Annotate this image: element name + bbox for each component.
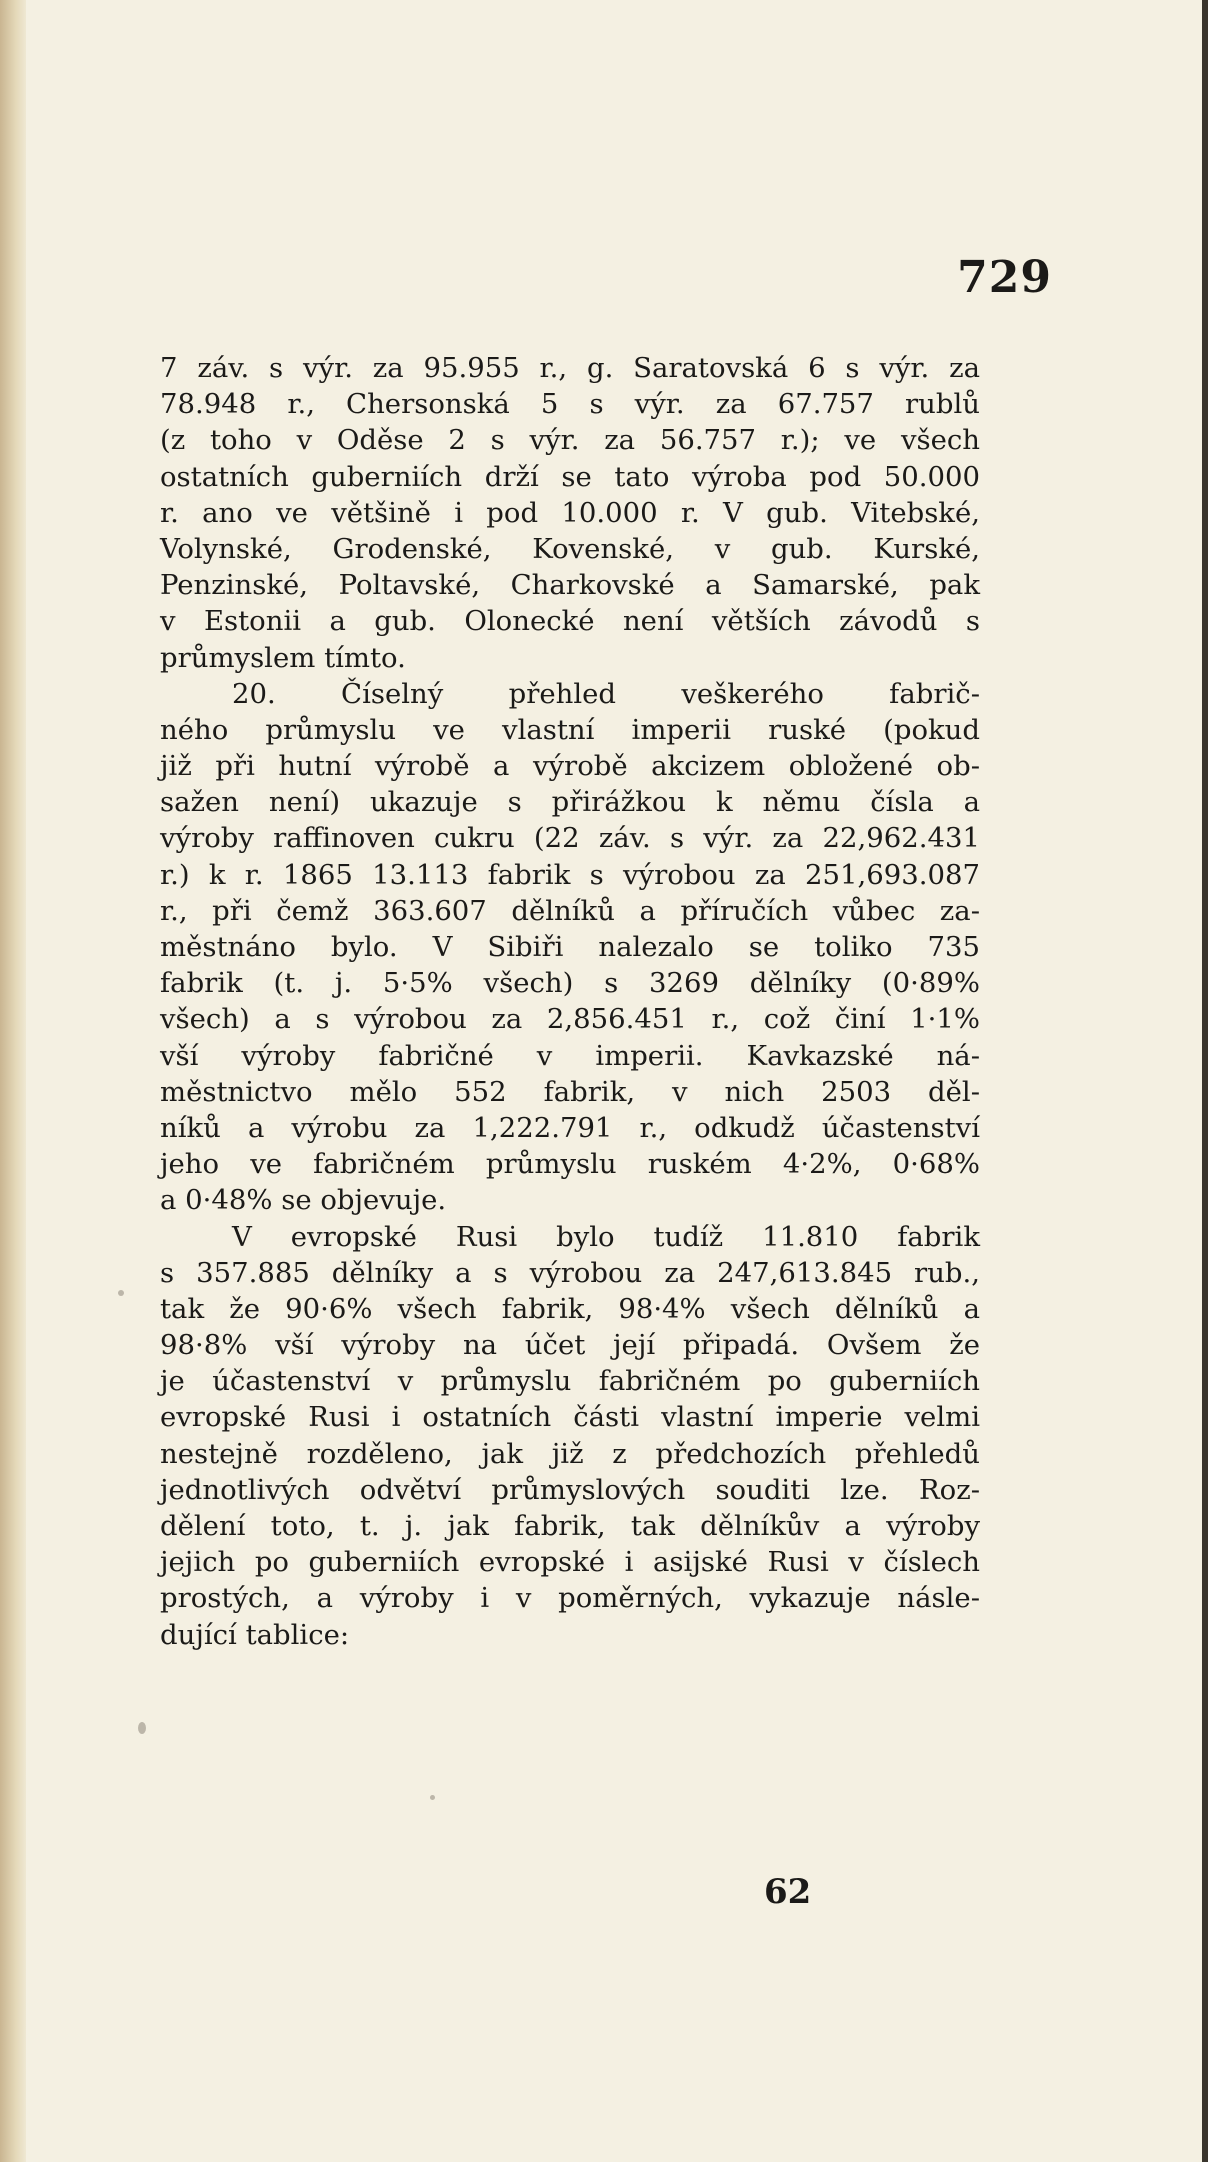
signature-mark: 62 [764, 1872, 812, 1912]
text-line: všech) a s výrobou za 2,856.451 r., což činí 1·1% [160, 1003, 980, 1036]
text-line: ostatních guberniích drží se tato výroba pod 50.000 [160, 460, 980, 493]
text-line: (z toho v Oděse 2 s výr. za 56.757 r.); ve všech [160, 424, 980, 457]
text-line: průmyslem tímto. [160, 641, 406, 674]
paper-speck [138, 1722, 146, 1734]
body-text [160, 350, 980, 1653]
page-number: 729 [957, 252, 1052, 303]
text-line: jednotlivých odvětví průmyslových souditi lze. Roz- [160, 1473, 980, 1506]
text-line: městnáno bylo. V Sibiři nalezalo se toliko 735 [160, 931, 980, 963]
text-line: nestejně rozděleno, jak již z předchozích přehledů [160, 1437, 980, 1470]
text-line: jeho ve fabričném průmyslu ruském 4·2%, 0·68% [160, 1148, 980, 1181]
text-line: Volynské, Grodenské, Kovenské, v gub. Kurské, [160, 532, 980, 565]
text-line: fabrik (t. j. 5·5% všech) s 3269 dělníky (0·89% [160, 967, 980, 1000]
text-line: r., při čemž 363.607 dělníků a příručích vůbec za- [160, 894, 980, 927]
text-line: prostých, a výroby i v poměrných, vykazuje násle- [160, 1582, 980, 1615]
text-line: výroby raffinoven cukru (22 záv. s výr. za 22,962.431 [160, 822, 980, 855]
text-line: 78.948 r., Chersonská 5 s výr. za 67.757 rublů [160, 388, 980, 421]
text-line: tak že 90·6% všech fabrik, 98·4% všech dělníků a [160, 1292, 980, 1325]
paragraph-1 [160, 350, 980, 676]
text-line: evropské Rusi i ostatních části vlastní imperie velmi [160, 1401, 980, 1434]
text-line: a 0·48% se objevuje. [160, 1184, 447, 1217]
text-line: jejich po guberniích evropské i asijské Rusi v číslech [160, 1546, 980, 1579]
book-spine-shadow [0, 0, 26, 2162]
text-line: dující tablice: [160, 1618, 350, 1651]
text-line: ného průmyslu ve vlastní imperii ruské (pokud [160, 713, 980, 746]
text-line: 20. Číselný přehled veškerého fabrič- [232, 677, 980, 710]
text-line: níků a výrobu za 1,222.791 r., odkudž účastenství [160, 1111, 980, 1144]
text-line: vší výroby fabričné v imperii. Kavkazské ná- [160, 1039, 980, 1072]
paper-speck [430, 1795, 435, 1800]
text-line: Penzinské, Poltavské, Charkovské a Samarské, pak [160, 569, 980, 602]
text-line: městnictvo mělo 552 fabrik, v nich 2503 děl- [160, 1075, 980, 1108]
text-line: již při hutní výrobě a výrobě akcizem obložené ob- [160, 750, 980, 783]
text-line: r. ano ve většině i pod 10.000 r. V gub. Vitebské, [160, 496, 980, 529]
paragraph-3 [160, 1219, 980, 1653]
paper-speck [118, 1290, 124, 1296]
text-line: sažen není) ukazuje s přirážkou k němu čísla a [160, 786, 980, 819]
text-line: v Estonii a gub. Olonecké není větších závodů s [160, 605, 980, 638]
paragraph-2 [160, 676, 980, 1219]
text-line: 98·8% vší výroby na účet její připadá. Ovšem že [160, 1329, 980, 1362]
text-line: s 357.885 dělníky a s výrobou za 247,613.845 rub., [160, 1256, 980, 1289]
text-line: je účastenství v průmyslu fabričném po guberniích [160, 1365, 980, 1398]
text-line: r.) k r. 1865 13.113 fabrik s výrobou za 251,693.087 [160, 858, 980, 891]
text-line: dělení toto, t. j. jak fabrik, tak dělníkův a výroby [160, 1510, 980, 1542]
text-line: 7 záv. s výr. za 95.955 r., g. Saratovská 6 s výr. za [160, 352, 980, 384]
text-line: V evropské Rusi bylo tudíž 11.810 fabrik [232, 1220, 980, 1253]
page-edge [1202, 0, 1208, 2162]
